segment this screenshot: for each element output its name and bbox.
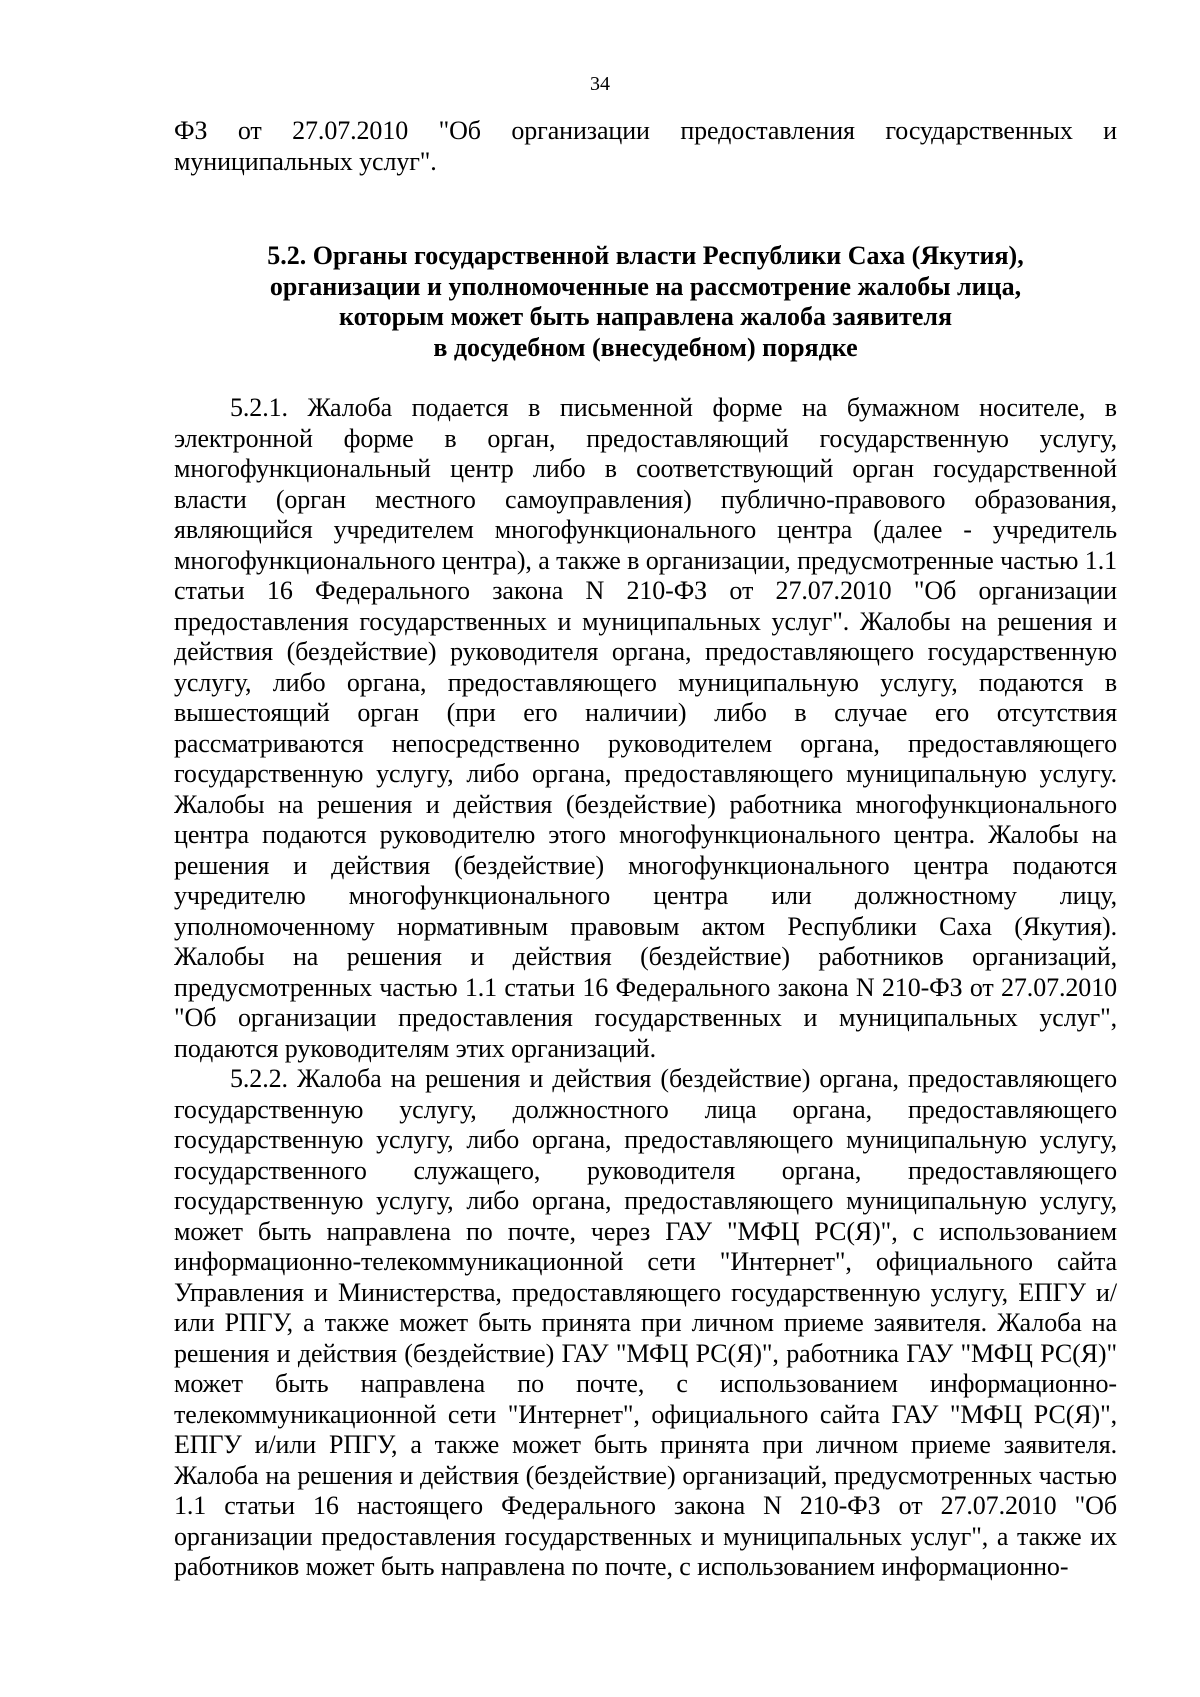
section-heading-line-1: 5.2. Органы государственной власти Республики Саха (Якутия), bbox=[267, 241, 1024, 270]
section-heading-line-4: в досудебном (внесудебном) порядке bbox=[433, 332, 858, 362]
section-heading-line-3: которым может быть направлена жалоба заявителя bbox=[338, 302, 953, 331]
section-body bbox=[174, 393, 1117, 1583]
paragraph-5-2-1: 5.2.1. Жалоба подается в письменной форме на бумажном носителе, в электронной форме в орган, предоставляющий государственную услугу, многофункциональный центр либо в соответствующий орган государственной власти (орган местного самоуправления) публично-правового образования, являющийся учредителем многофункционального центра (далее - учредитель многофункционального центра), а также в организации, предусмотренные частью 1.1 статьи 16 Федерального закона N 210-ФЗ от 27.07.2010 "Об организации предоставления государственных и муниципальных услуг". Жалобы на решения и действия (бездействие) руководителя органа, предоставляющего государственную услугу, либо органа, предоставляющего муниципальную услугу, подаются в вышестоящий орган (при его наличии) либо в случае его отсутствия рассматриваются непосредственно руководителем органа, предоставляющего государственную услугу, либо органа, предоставляющего муниципальную услугу. Жалобы на решения и действия (бездействие) работника многофункционального центра подаются руководителю этого многофункционального центра. Жалобы на решения и действия (бездействие) многофункционального центра подаются учредителю многофункционального центра или должностному лицу, уполномоченному нормативным правовым актом Республики Саха (Якутия). Жалобы на решения и действия (бездействие) работников организаций, предусмотренных частью 1.1 статьи 16 Федерального закона N 210-ФЗ от 27.07.2010 "Об организации предоставления государственных и муниципальных услуг", подаются руководителям этих организаций. bbox=[174, 393, 1117, 1063]
page-number: 34 bbox=[590, 73, 610, 95]
paragraph-5-2-2: 5.2.2. Жалоба на решения и действия (бездействие) органа, предоставляющего государственную услугу, должностного лица органа, предоставляющего государственную услугу, либо органа, предоставляющего муниципальную услугу, государственного служащего, руководителя органа, предоставляющего государственную услугу, либо органа, предоставляющего муниципальную услугу, может быть направлена по почте, через ГАУ "МФЦ РС(Я)", с использованием информационно-телекоммуникационной сети "Интернет", официального сайта Управления и Министерства, предоставляющего государственную услугу, ЕПГУ и/или РПГУ, а также может быть принята при личном приеме заявителя. Жалоба на решения и действия (бездействие) ГАУ "МФЦ РС(Я)", работника ГАУ "МФЦ РС(Я)" может быть направлена по почте, с использованием информационно-телекоммуникационной сети "Интернет", официального сайта ГАУ "МФЦ РС(Я)", ЕПГУ и/или РПГУ, а также может быть принята при личном приеме заявителя. Жалоба на решения и действия (бездействие) организаций, предусмотренных частью 1.1 статьи 16 настоящего Федерального закона N 210-ФЗ от 27.07.2010 "Об организации предоставления государственных и муниципальных услуг", а также их работников может быть направлена по почте, с использованием информационно- bbox=[174, 1064, 1117, 1581]
intro-paragraph: ФЗ от 27.07.2010 "Об организации предоставления государственных и муниципальных услуг". bbox=[174, 116, 1117, 176]
section-heading bbox=[174, 241, 1117, 363]
section-heading-line-2: организации и уполномоченные на рассмотрение жалобы лица, bbox=[269, 271, 1022, 301]
